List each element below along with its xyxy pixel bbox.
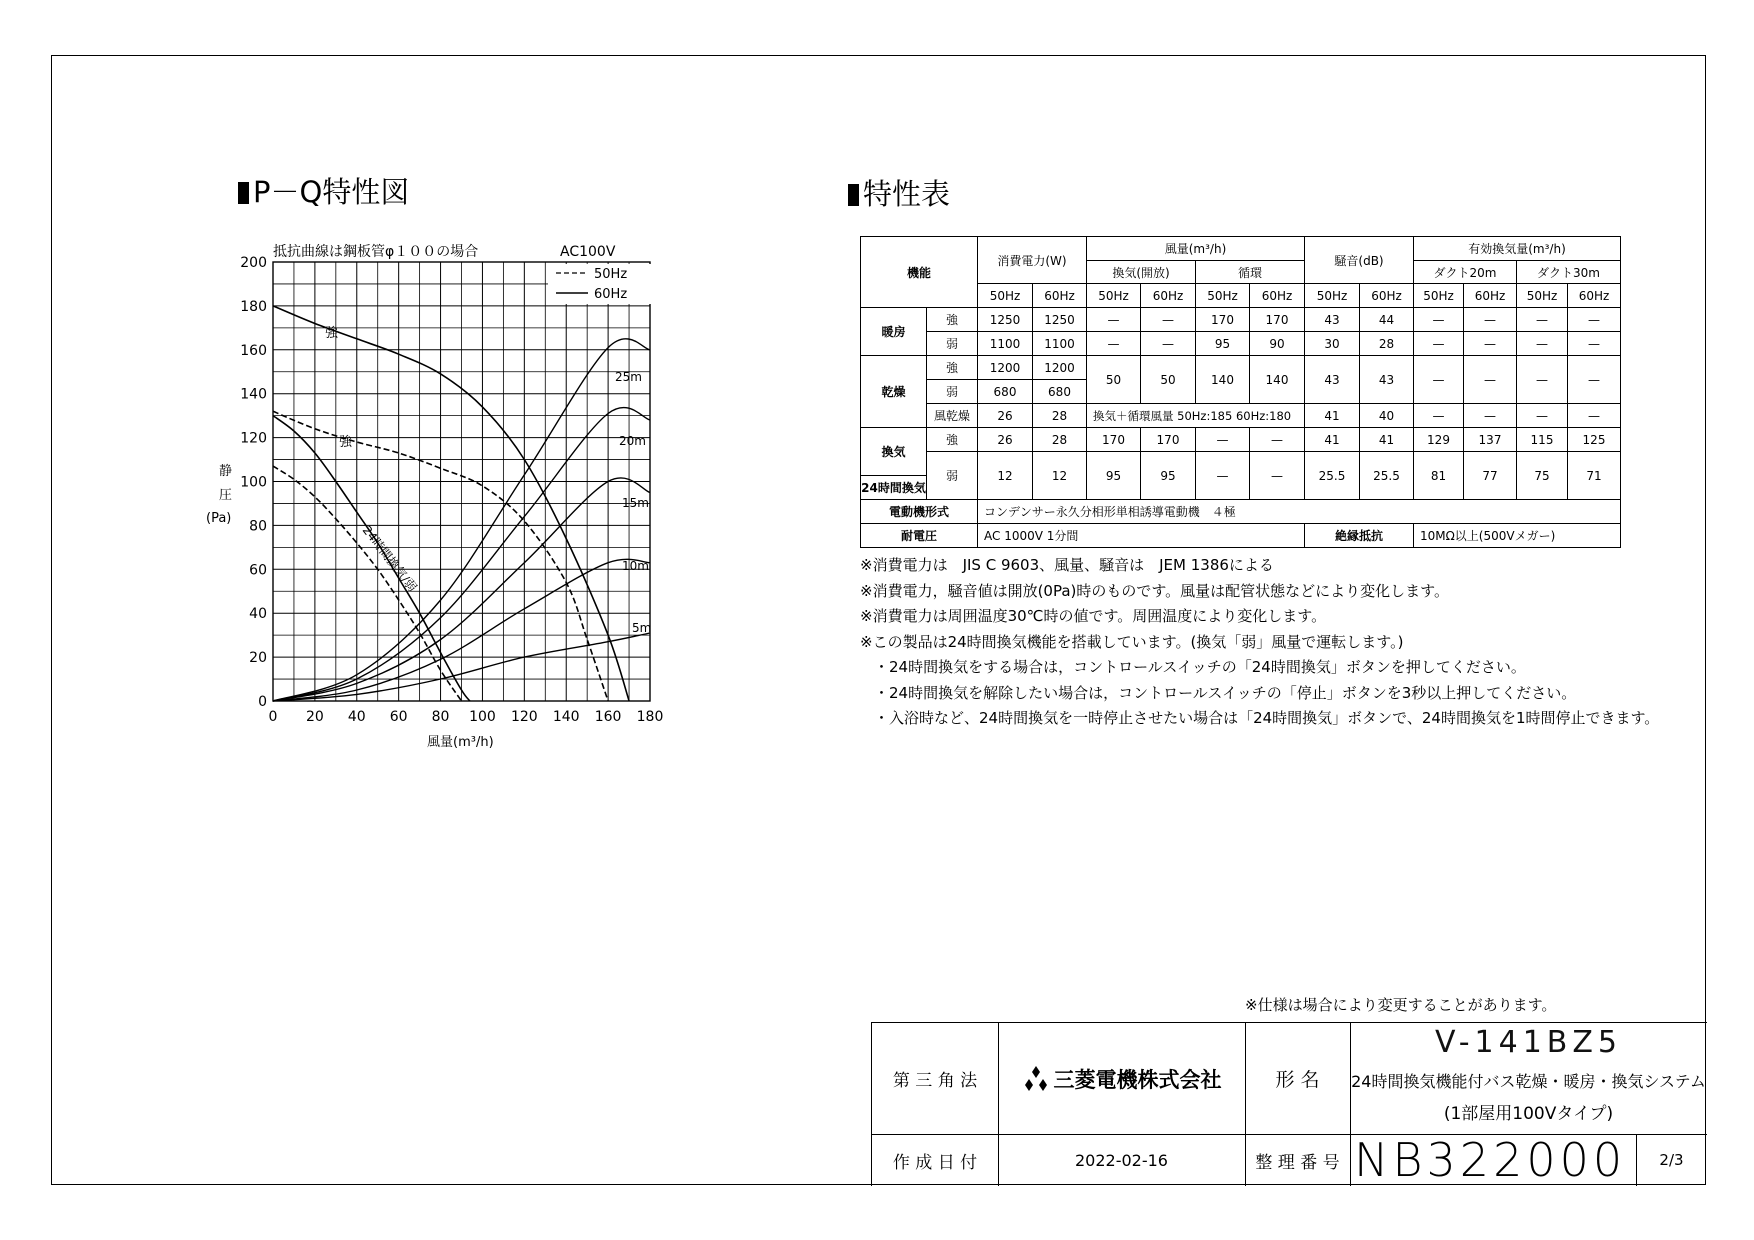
chart-axis-labels — [240, 255, 663, 725]
cell: — — [1141, 308, 1196, 332]
cell: 25.5 — [1360, 452, 1414, 500]
cell: 41 — [1305, 428, 1360, 452]
cell: — — [1464, 404, 1517, 428]
y-tick-label: 20 — [249, 650, 267, 667]
y-tick-label: 60 — [249, 562, 267, 579]
note-line: ※消費電力，騒音値は開放(0Pa)時のものです。風量は配管状態などにより変化します。 — [860, 581, 1449, 600]
model-label: 形 名 — [1275, 1069, 1320, 1091]
x-tick-label: 180 — [636, 709, 664, 725]
cell: — — [1141, 332, 1196, 356]
cell: — — [1517, 308, 1568, 332]
x-tick-label: 160 — [594, 709, 622, 725]
x-label: 風量(m³/h) — [427, 735, 494, 750]
spec-section-title — [848, 172, 950, 213]
hdr-hz: 60Hz — [1250, 284, 1305, 308]
mode-cell: 弱 — [927, 332, 978, 356]
cell: 71 — [1568, 452, 1621, 500]
mode-cell: 弱 — [927, 380, 978, 404]
cell: — — [1250, 452, 1305, 500]
cell: — — [1087, 308, 1141, 332]
cell: 12 — [978, 452, 1033, 500]
withstand-value: AC 1000V 1分間 — [978, 524, 1305, 548]
cell: 77 — [1464, 452, 1517, 500]
hdr-hz: 50Hz — [1305, 284, 1360, 308]
hdr-eff-vent: 有効換気量(m³/h) — [1414, 237, 1621, 261]
cell: 26 — [978, 404, 1033, 428]
resist-label-25m: 25m — [615, 370, 642, 384]
curve-label-strong-60: 強 — [325, 326, 339, 341]
x-tick-label: 0 — [268, 709, 278, 725]
drawing-number: NB322000 — [1354, 1133, 1627, 1187]
cell: — — [1568, 404, 1621, 428]
cell: 81 — [1414, 452, 1464, 500]
cell: 25.5 — [1305, 452, 1360, 500]
change-note: ※仕様は場合により変更することがあります。 — [1245, 996, 1557, 1014]
cell: — — [1464, 356, 1517, 404]
row-heating: 暖房 — [861, 308, 927, 356]
x-tick-label: 100 — [469, 709, 496, 725]
x-tick-label: 40 — [347, 709, 366, 725]
table-row — [861, 332, 1621, 356]
cell: 1100 — [1033, 332, 1087, 356]
note-line: ※消費電力は JIS C 9603、風量、騒音は JEM 1386による — [860, 556, 1274, 574]
y-tick-label: 180 — [240, 298, 267, 315]
resist-label-10m: 10m — [622, 559, 649, 573]
cell: 26 — [978, 428, 1033, 452]
y-label-char-1: 静 — [219, 464, 233, 479]
number-label: 整 理 番 号 — [1255, 1152, 1340, 1173]
y-unit: (Pa) — [206, 511, 232, 526]
product-line-1: 24時間換気機能付バス乾燥・暖房・換気システム — [1351, 1072, 1706, 1091]
legend-60hz-label: 60Hz — [594, 287, 628, 302]
cell: 43 — [1305, 308, 1360, 332]
x-tick-label: 60 — [389, 709, 408, 725]
hdr-power: 消費電力(W) — [978, 237, 1087, 284]
cell: — — [1568, 356, 1621, 404]
title-block — [871, 1022, 1707, 1186]
x-tick-label: 120 — [510, 709, 538, 725]
hdr-noise: 騒音(dB) — [1305, 237, 1414, 284]
company-text: 三菱電機株式会社 — [1053, 1067, 1222, 1092]
cell: 140 — [1196, 356, 1250, 404]
cell: — — [1568, 332, 1621, 356]
cell: 170 — [1250, 308, 1305, 332]
cell: — — [1414, 404, 1464, 428]
note-line: ・24時間換気を解除したい場合は，コントロールスイッチの「停止」ボタンを3秒以上押してください。 — [874, 683, 1577, 702]
cell: 換気＋循環風量 50Hz:185 60Hz:180 — [1087, 404, 1305, 428]
cell: — — [1464, 308, 1517, 332]
mode-cell: 強 — [927, 428, 978, 452]
page-number: 2/3 — [1659, 1151, 1684, 1169]
hdr-duct30: ダクト30m — [1517, 261, 1621, 284]
cell: 28 — [1033, 404, 1087, 428]
table-row — [861, 452, 1621, 476]
cell: 43 — [1360, 356, 1414, 404]
cell: — — [1196, 452, 1250, 500]
table-row — [861, 308, 1621, 332]
model-number: V-141BZ5 — [1434, 1025, 1623, 1060]
cell: 129 — [1414, 428, 1464, 452]
hdr-airflow: 風量(m³/h) — [1087, 237, 1305, 261]
curve-label-strong-50: 強 — [339, 435, 353, 450]
hdr-hz: 50Hz — [1414, 284, 1464, 308]
cell: — — [1414, 332, 1464, 356]
mode-cell: 弱 — [927, 452, 978, 500]
table-row — [861, 428, 1621, 452]
cell: — — [1464, 332, 1517, 356]
pq-title-text: P－Q特性図 — [253, 175, 410, 209]
y-tick-label: 200 — [240, 255, 267, 271]
chart-condition: 抵抗曲線は鋼板管φ１００の場合 — [273, 244, 479, 260]
hdr-hz: 50Hz — [1087, 284, 1141, 308]
cell: 30 — [1305, 332, 1360, 356]
cell: 95 — [1141, 452, 1196, 500]
hdr-duct20: ダクト20m — [1414, 261, 1517, 284]
hdr-hz: 60Hz — [1141, 284, 1196, 308]
cell: 1250 — [978, 308, 1033, 332]
hdr-hz: 50Hz — [978, 284, 1033, 308]
cell: 41 — [1360, 428, 1414, 452]
y-tick-label: 120 — [240, 430, 267, 447]
cell: 90 — [1250, 332, 1305, 356]
motor-label: 電動機形式 — [861, 500, 978, 524]
cell: — — [1414, 308, 1464, 332]
model-info — [1350, 1023, 1707, 1134]
cell: 170 — [1196, 308, 1250, 332]
y-tick-label: 100 — [240, 474, 267, 491]
table-row — [861, 524, 1621, 548]
hdr-vent-open: 換気(開放) — [1087, 261, 1196, 284]
cell: 680 — [978, 380, 1033, 404]
hdr-hz: 50Hz — [1517, 284, 1568, 308]
y-label-char-2: 圧 — [219, 488, 233, 503]
cell: 50 — [1087, 356, 1141, 404]
hdr-hz: 60Hz — [1033, 284, 1087, 308]
y-tick-label: 140 — [240, 386, 267, 403]
cell: 95 — [1087, 452, 1141, 500]
product-line-2: (1部屋用100Vタイプ) — [1443, 1104, 1614, 1124]
cell: — — [1414, 356, 1464, 404]
cell: 115 — [1517, 428, 1568, 452]
table-row — [861, 356, 1621, 380]
cell: — — [1517, 332, 1568, 356]
row-24h: 24時間換気 — [861, 476, 927, 500]
y-tick-label: 80 — [249, 518, 267, 535]
cell: — — [1250, 428, 1305, 452]
note-line: ・24時間換気をする場合は，コントロールスイッチの「24時間換気」ボタンを押してください。 — [874, 658, 1526, 676]
cell: 140 — [1250, 356, 1305, 404]
cell: 1200 — [978, 356, 1033, 380]
cell: 43 — [1305, 356, 1360, 404]
y-tick-label: 160 — [240, 342, 267, 359]
note-line: ・入浴時など、24時間換気を一時停止させたい場合は「24時間換気」ボタンで、24時間換気を1時間停止できます。 — [874, 709, 1660, 727]
cell: 95 — [1196, 332, 1250, 356]
mode-cell: 強 — [927, 308, 978, 332]
cell: 28 — [1360, 332, 1414, 356]
cell: 1250 — [1033, 308, 1087, 332]
date-value: 2022-02-16 — [1075, 1150, 1168, 1170]
hdr-hz: 60Hz — [1360, 284, 1414, 308]
cell: 12 — [1033, 452, 1087, 500]
note-line: ※消費電力は周囲温度30℃時の値です。周囲温度により変化します。 — [860, 607, 1327, 625]
cell: 75 — [1517, 452, 1568, 500]
table-row — [861, 404, 1621, 428]
resist-label-5m: 5m — [632, 621, 652, 635]
mitsubishi-logo-icon — [1022, 1066, 1050, 1092]
cell: 50 — [1141, 356, 1196, 404]
row-vent: 換気 — [861, 428, 927, 476]
cell: 1100 — [978, 332, 1033, 356]
date-label: 作 成 日 付 — [892, 1152, 978, 1173]
y-tick-label: 0 — [258, 694, 267, 710]
curve-label-24h: 24時間換気/弱 — [359, 523, 420, 595]
x-tick-label: 20 — [305, 709, 324, 725]
x-tick-label: 140 — [552, 709, 580, 725]
insulation-value: 10MΩ以上(500Vメガー) — [1414, 524, 1621, 548]
cell: — — [1568, 308, 1621, 332]
insulation-label: 絶縁抵抗 — [1305, 524, 1414, 548]
cell: 41 — [1305, 404, 1360, 428]
note-line: ※この製品は24時間換気機能を搭載しています。(換気「弱」風量で運転します。) — [860, 632, 1404, 651]
projection-label: 第 三 角 法 — [892, 1071, 978, 1091]
motor-value: コンデンサー永久分相形単相誘導電動機 ４極 — [978, 500, 1621, 524]
withstand-label: 耐電圧 — [861, 524, 978, 548]
notes — [860, 553, 1659, 732]
resist-label-15m: 15m — [622, 496, 649, 510]
cell: — — [1087, 332, 1141, 356]
hdr-hz: 60Hz — [1568, 284, 1621, 308]
cell: 170 — [1087, 428, 1141, 452]
row-drying: 乾燥 — [861, 356, 927, 428]
cell: 170 — [1141, 428, 1196, 452]
cell: 680 — [1033, 380, 1087, 404]
company-name — [998, 1023, 1245, 1134]
cell: — — [1517, 356, 1568, 404]
hdr-hz: 60Hz — [1464, 284, 1517, 308]
spec-title-text: 特性表 — [863, 177, 951, 211]
pq-curve-50Hz-3 — [273, 466, 462, 701]
cell: 44 — [1360, 308, 1414, 332]
hdr-circ: 循環 — [1196, 261, 1305, 284]
title-square-icon — [848, 184, 859, 206]
cell: — — [1517, 404, 1568, 428]
mode-cell: 強 — [927, 356, 978, 380]
table-row — [861, 500, 1621, 524]
chart-power: AC100V — [560, 244, 616, 260]
hdr-hz: 50Hz — [1196, 284, 1250, 308]
y-tick-label: 40 — [249, 606, 267, 623]
cell: 1200 — [1033, 356, 1087, 380]
cell: — — [1196, 428, 1250, 452]
cell: 137 — [1464, 428, 1517, 452]
resist-label-20m: 20m — [619, 434, 646, 448]
cell: 125 — [1568, 428, 1621, 452]
legend-50hz-label: 50Hz — [594, 267, 628, 282]
hdr-func: 機能 — [861, 237, 978, 308]
cell: 40 — [1360, 404, 1414, 428]
spec-table — [860, 236, 1621, 548]
x-tick-label: 80 — [431, 709, 450, 725]
cell: 28 — [1033, 428, 1087, 452]
mode-cell: 風乾燥 — [927, 404, 978, 428]
